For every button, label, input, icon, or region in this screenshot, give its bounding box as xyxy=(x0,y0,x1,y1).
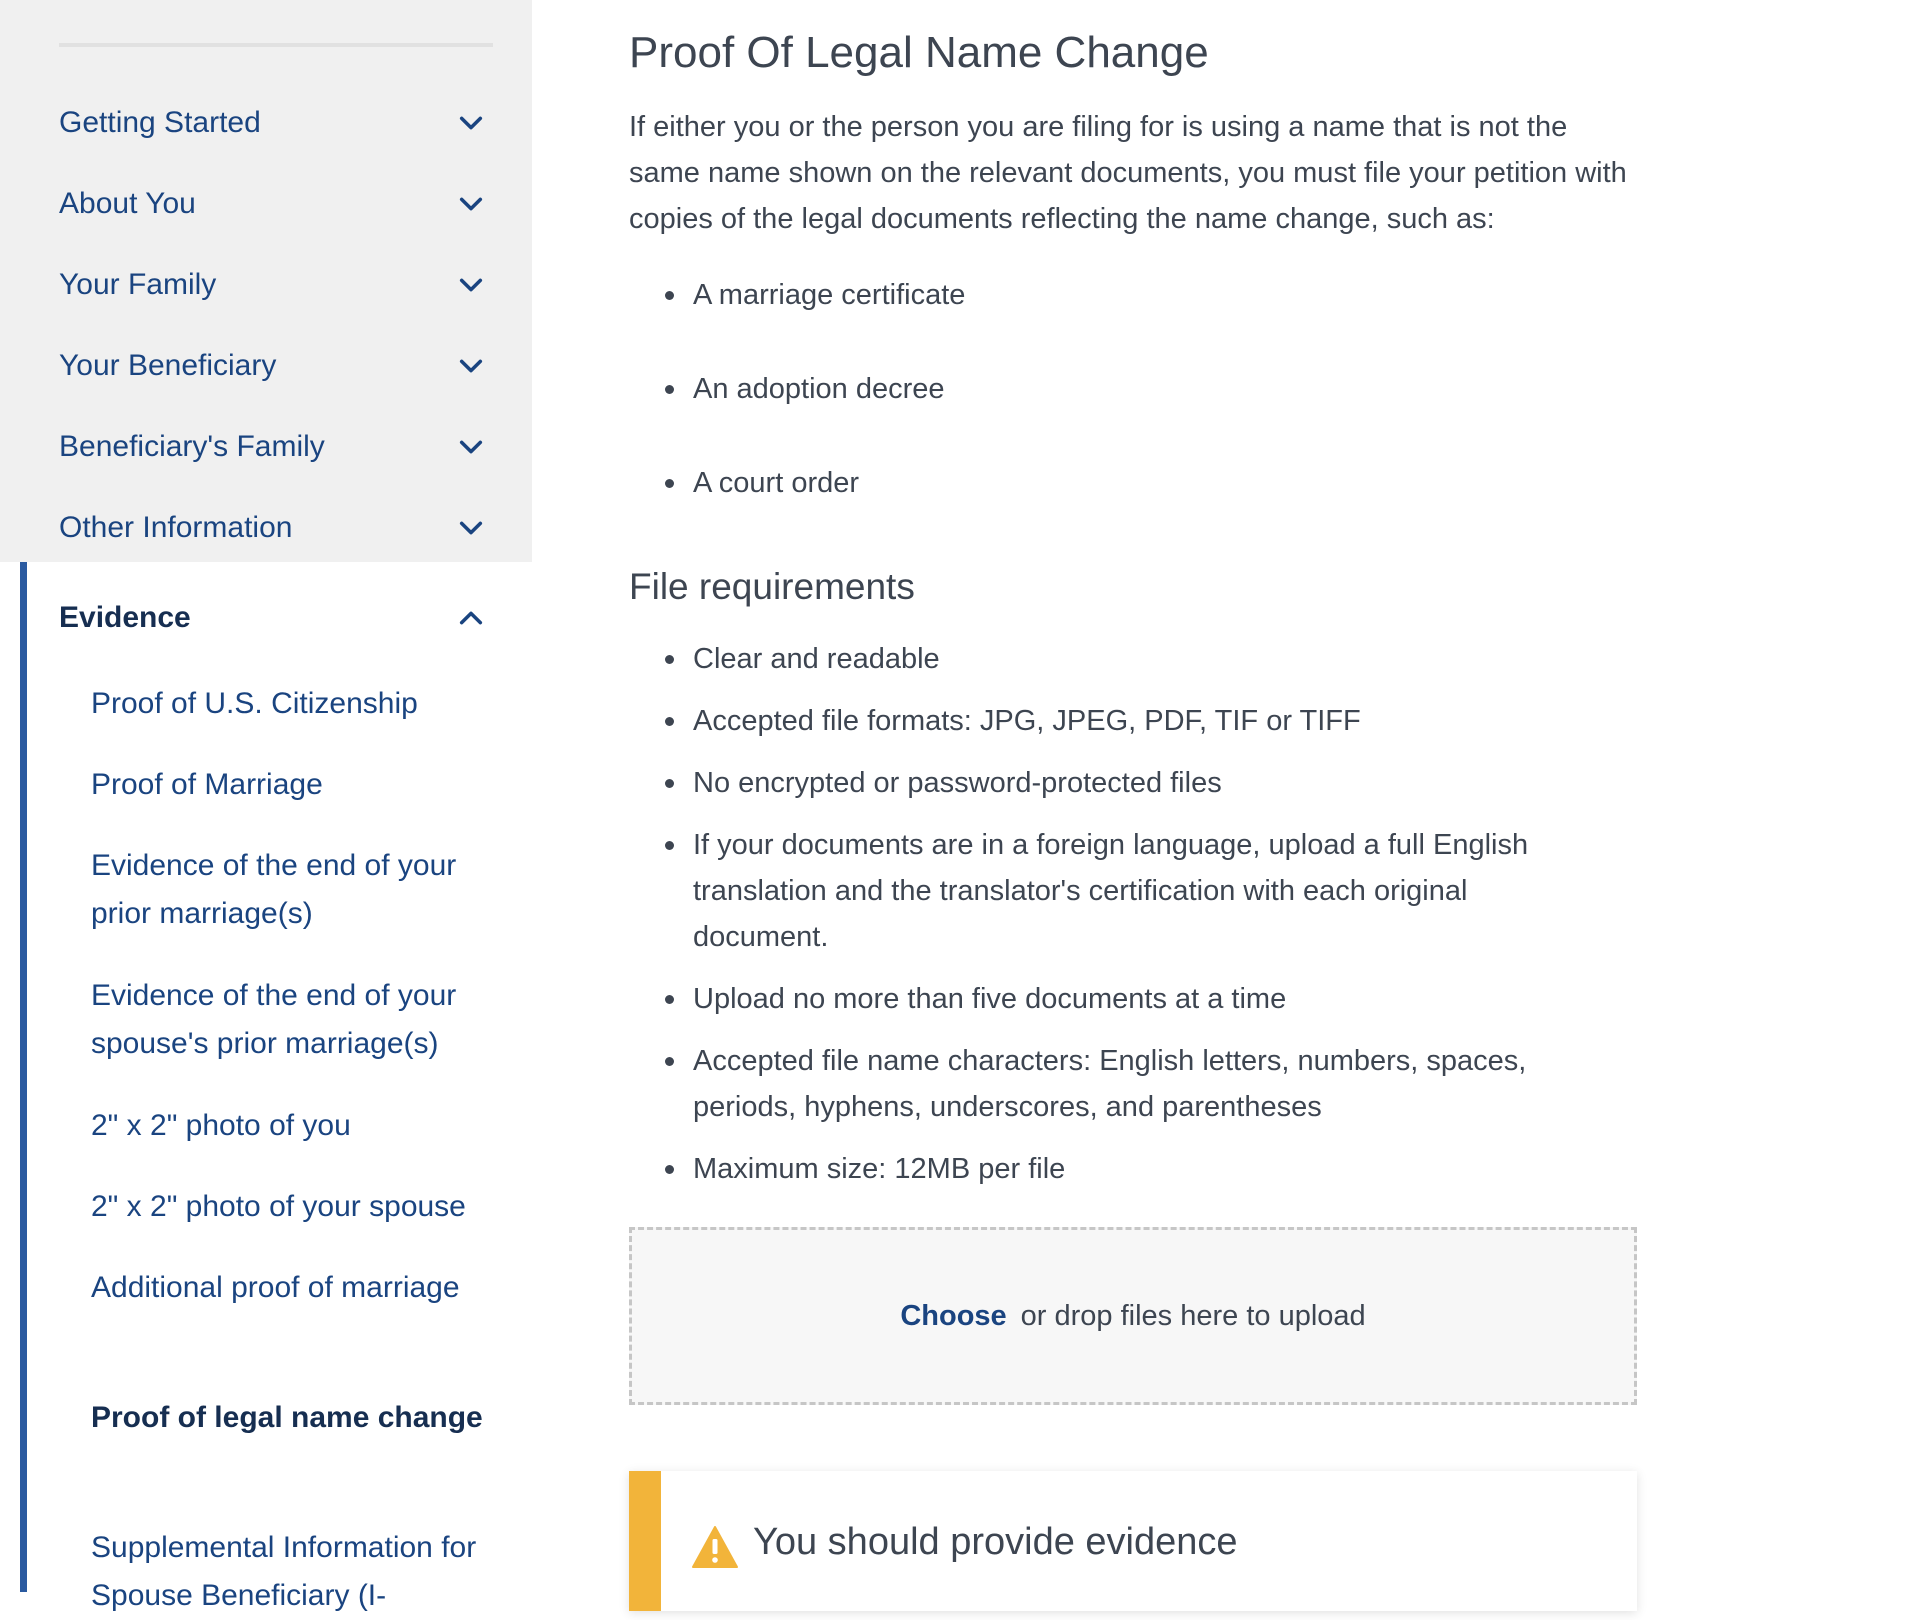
file-requirements-list xyxy=(629,636,1639,1192)
list-item: Accepted file name characters: English letters, numbers, spaces, periods, hyphens, underscores, and parentheses xyxy=(629,1038,1639,1130)
file-upload-dropzone[interactable] xyxy=(629,1227,1637,1405)
list-item: No encrypted or password-protected files xyxy=(629,760,1639,806)
sidebar-item-label: Other Information xyxy=(59,511,293,544)
list-item: A court order xyxy=(629,460,1639,506)
sidebar-item-evidence[interactable] xyxy=(59,588,493,648)
alert-title: You should provide evidence xyxy=(753,1521,1238,1563)
list-item: A marriage certificate xyxy=(629,272,1639,318)
chevron-down-icon xyxy=(449,101,493,145)
warning-alert xyxy=(629,1471,1637,1611)
sidebar-subitem-end-of-spouse-prior-marriage[interactable]: Evidence of the end of your spouse's prior marriage(s) xyxy=(91,979,457,1060)
chevron-down-icon xyxy=(449,506,493,550)
sidebar-item-label: Your Beneficiary xyxy=(59,349,277,382)
warning-icon xyxy=(691,1525,739,1569)
sidebar-item-beneficiarys-family[interactable] xyxy=(59,417,493,477)
file-requirements-title: File requirements xyxy=(629,566,915,607)
intro-paragraph: If either you or the person you are filing for is using a name that is not the same name shown on the relevant documents, you must file your petition with copies of the legal documents reflecting the name change, such as: xyxy=(629,111,1627,235)
chevron-down-icon xyxy=(449,263,493,307)
chevron-down-icon xyxy=(449,425,493,469)
sidebar-item-label: Evidence xyxy=(59,601,191,634)
sidebar-subitem-supplemental-information[interactable]: Supplemental Information for Spouse Beneficiary (I- xyxy=(91,1531,477,1612)
sidebar-collapsed-sections xyxy=(0,0,532,562)
active-section-indicator xyxy=(20,562,27,1592)
main-content xyxy=(629,0,1639,1592)
sidebar-divider xyxy=(59,43,493,47)
sidebar-subitem-photo-of-spouse[interactable]: 2" x 2" photo of your spouse xyxy=(91,1190,466,1223)
sidebar-item-label: Getting Started xyxy=(59,106,261,139)
sidebar-item-label: Your Family xyxy=(59,268,217,301)
choose-files-link[interactable]: Choose xyxy=(900,1299,1007,1332)
chevron-up-icon xyxy=(449,596,493,640)
sidebar-item-about-you[interactable] xyxy=(59,174,493,234)
alert-accent-bar xyxy=(629,1471,661,1611)
sidebar-subitem-photo-of-you[interactable]: 2" x 2" photo of you xyxy=(91,1109,351,1142)
chevron-down-icon xyxy=(449,344,493,388)
page-title: Proof Of Legal Name Change xyxy=(629,28,1209,77)
list-item: If your documents are in a foreign language, upload a full English translation and the translator's certification with each original document. xyxy=(629,822,1639,960)
name-change-document-list xyxy=(629,272,1639,506)
sidebar-item-other-information[interactable] xyxy=(59,498,493,558)
sidebar-item-getting-started[interactable] xyxy=(59,93,493,153)
upload-instruction-text: or drop files here to upload xyxy=(1020,1299,1366,1332)
sidebar-subitem-end-of-prior-marriage[interactable]: Evidence of the end of your prior marriage(s) xyxy=(91,849,457,930)
sidebar-subitem-proof-of-citizenship[interactable]: Proof of U.S. Citizenship xyxy=(91,687,418,720)
sidebar-item-your-beneficiary[interactable] xyxy=(59,336,493,396)
sidebar-item-your-family[interactable] xyxy=(59,255,493,315)
sidebar-section-evidence xyxy=(0,562,532,1612)
list-item: Upload no more than five documents at a time xyxy=(629,976,1639,1022)
list-item: An adoption decree xyxy=(629,366,1639,412)
sidebar-nav xyxy=(0,0,532,1612)
chevron-down-icon xyxy=(449,182,493,226)
list-item: Accepted file formats: JPG, JPEG, PDF, TIF or TIFF xyxy=(629,698,1639,744)
sidebar-subitem-additional-proof-of-marriage[interactable]: Additional proof of marriage xyxy=(91,1271,460,1304)
list-item: Clear and readable xyxy=(629,636,1639,682)
sidebar-subitem-proof-of-legal-name-change[interactable]: Proof of legal name change xyxy=(91,1401,483,1434)
sidebar-subitem-proof-of-marriage[interactable]: Proof of Marriage xyxy=(91,768,323,801)
list-item: Maximum size: 12MB per file xyxy=(629,1146,1639,1192)
sidebar-item-label: Beneficiary's Family xyxy=(59,430,325,463)
sidebar-item-label: About You xyxy=(59,187,196,220)
